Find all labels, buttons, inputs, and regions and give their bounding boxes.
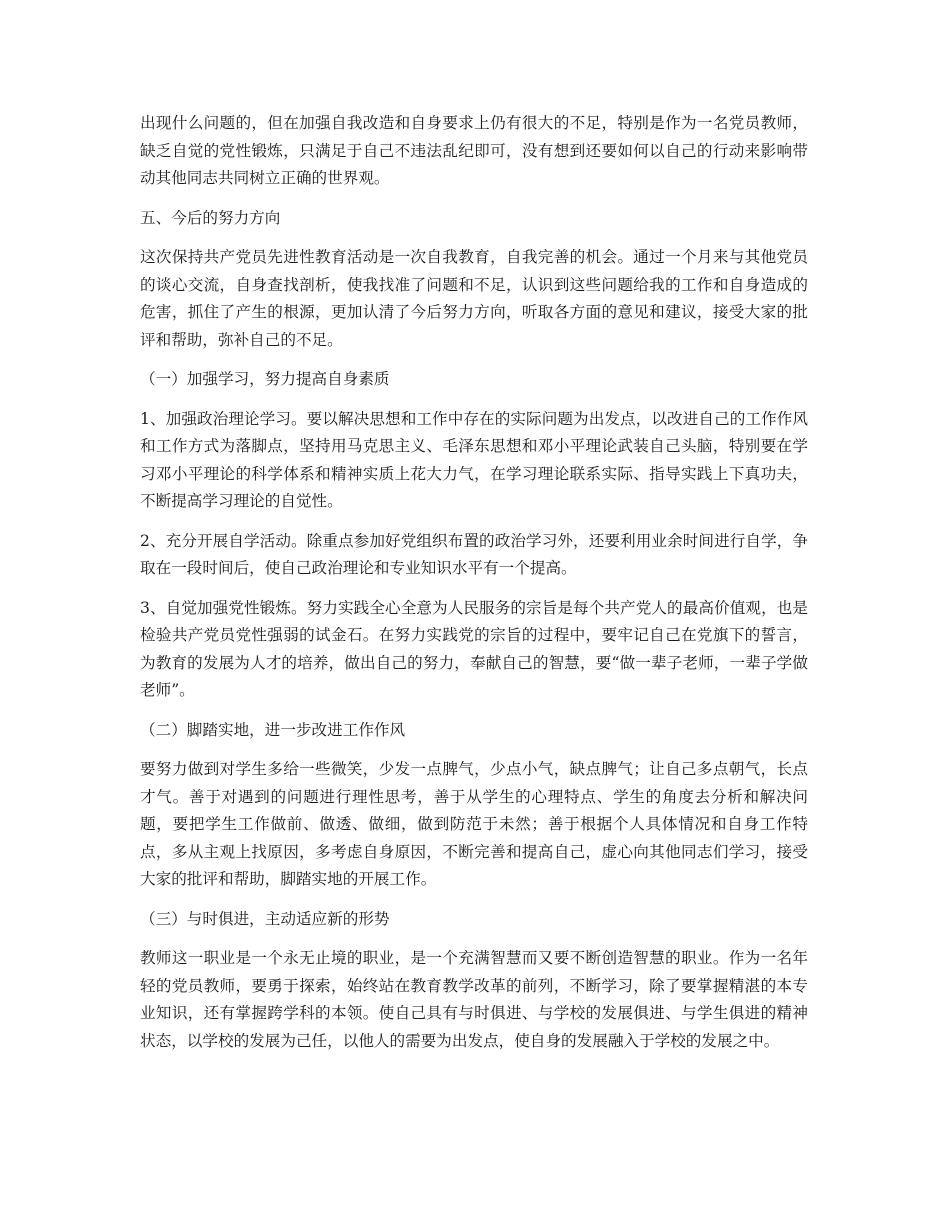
paragraph-work-style: 要努力做到对学生多给一些微笑，少发一点脾气，少点小气，缺点脾气；让自己多点朝气，长点才气。善于对遇到的问题进行理性思考，善于从学生的心理特点、学生的角度去分析和解决问题，要把学生工作做前、做透、做细，做到防范于未然；善于根据个人具体情况和自身工作特点，多从主观上找原因，多考虑自身原因，不断完善和提高自己，虚心向其他同志们学习，接受大家的批评和帮助，脚踏实地的开展工作。 [140, 760, 808, 888]
section-heading-future-direction: 五、今后的努力方向 [140, 208, 281, 227]
paragraph-political-theory: 1、加强政治理论学习。要以解决思想和工作中存在的实际问题为出发点，以改进自己的工作作风和工作方式为落脚点，坚持用马克思主义、毛泽东思想和邓小平理论武装自己头脑，特别要在学习邓小平理论的科学体系和精神实质上花大力气，在学习理论联系实际、指导实践上下真功夫，不断提高学习理论的自觉性。 [140, 409, 808, 510]
subheading-keep-pace: （三）与时俱进，主动适应新的形势 [140, 909, 390, 928]
paragraph-teacher-profession: 教师这一职业是一个永无止境的职业，是一个充满智慧而又要不断创造智慧的职业。作为一名年轻的党员教师，要勇于探索，始终站在教育教学改革的前列，不断学习，除了要掌握精湛的本专业知识，还有掌握跨学科的本领。使自己具有与时俱进、与学校的发展俱进、与学生俱进的精神状态，以学校的发展为己任，以他人的需要为出发点，使自身的发展融入于学校的发展之中。 [140, 949, 808, 1050]
paragraph-activity-summary: 这次保持共产党员先进性教育活动是一次自我教育，自我完善的机会。通过一个月来与其他党员的谈心交流，自身查找剖析，使我找准了问题和不足，认识到这些问题给我的工作和自身造成的危害，抓住了产生的根源，更加认清了今后努力方向，听取各方面的意见和建议，接受大家的批评和帮助，弥补自己的不足。 [140, 248, 808, 349]
paragraph-self-study: 2、充分开展自学活动。除重点参加好党组织布置的政治学习外，还要利用业余时间进行自学，争取在一段时间后，使自己政治理论和专业知识水平有一个提高。 [140, 531, 808, 577]
paragraph-party-spirit: 3、自觉加强党性锻炼。努力实践全心全意为人民服务的宗旨是每个共产党人的最高价值观，也是检验共产党员党性强弱的试金石。在努力实践党的宗旨的过程中，要牢记自己在党旗下的誓言，为教育的发展为人才的培养，做出自己的努力，奉献自己的智慧，要“做一辈子老师，一辈子学做老师”。 [140, 598, 808, 699]
subheading-improve-work-style: （二）脚踏实地，进一步改进工作作风 [140, 720, 406, 739]
document-page [140, 110, 808, 1067]
paragraph-intro-continuation: 出现什么问题的，但在加强自我改造和自身要求上仍有很大的不足，特别是作为一名党员教师，缺乏自觉的党性锻炼，只满足于自己不违法乱纪即可，没有想到还要如何以自己的行动来影响带动其他同志共同树立正确的世界观。 [140, 114, 808, 187]
subheading-strengthen-study: （一）加强学习，努力提高自身素质 [140, 370, 390, 388]
